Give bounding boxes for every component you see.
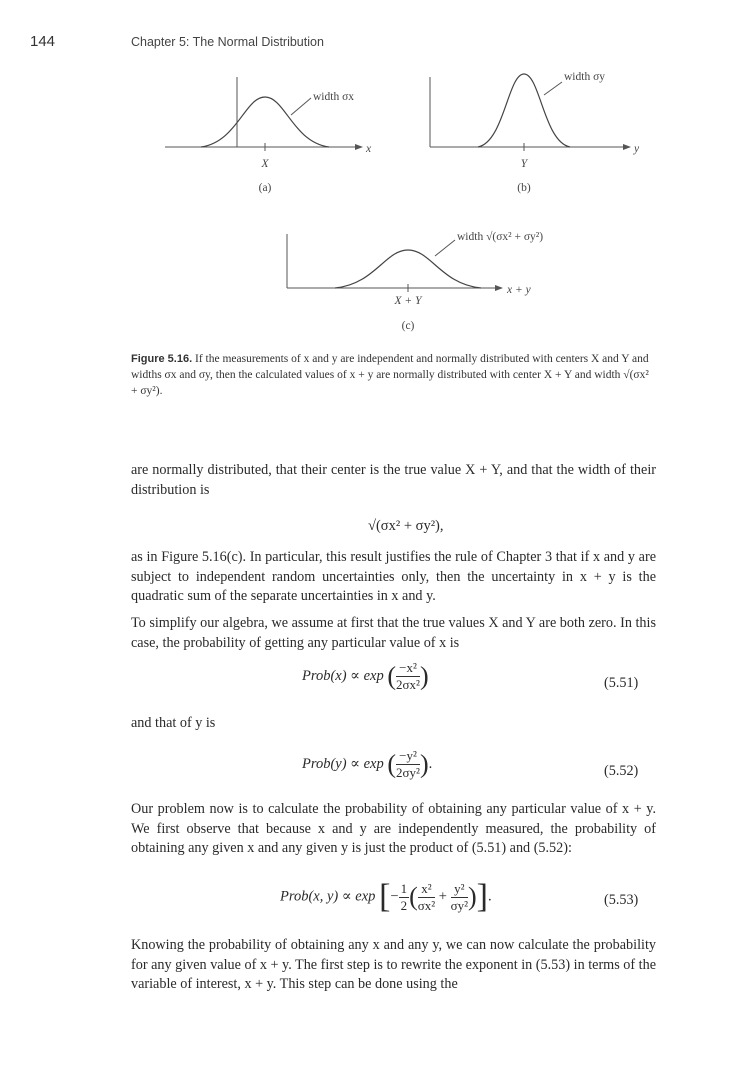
panel-c-axis-label: x + y <box>507 284 531 296</box>
panel-c-panel-label: (c) <box>401 320 415 332</box>
eq553-numerator-2: y² <box>451 881 468 898</box>
eq553-fraction-1 <box>418 881 435 914</box>
eq553-half-numerator: 1 <box>400 880 408 896</box>
equation-5-53 <box>280 878 492 916</box>
panel-a-center-label: X <box>261 158 269 170</box>
panel-b-width-label: width σy <box>564 71 606 83</box>
equation-number-5-53: (5.53) <box>604 892 639 908</box>
panel-c-leader-line <box>435 240 455 256</box>
paragraph-2: as in Figure 5.16(c). In particular, this result justifies the rule of Chapter 3 that if x and y are subject to independent random uncertainties only, then the uncertainty in x + y is the quadratic sum of the separate uncertainties in x and y. <box>131 549 656 605</box>
panel-b-center-label: Y <box>520 158 528 170</box>
eq553-half-denominator: 2 <box>400 897 408 913</box>
panel-a-leader-line <box>291 98 311 115</box>
eq553-plus: + <box>438 888 447 905</box>
paragraph-1: are normally distributed, that their center is the true value X + Y, and that the width of their distribution is <box>131 462 656 498</box>
eq552-paren-open: ( <box>387 749 397 779</box>
eq552-tail: . <box>428 755 433 772</box>
page-number: 144 <box>30 33 56 50</box>
equation-5-52 <box>302 748 432 781</box>
caption-text: If the measurements of x and y are independent and normally distributed with centers X and Y and widths σx and σy, then the calculated values of x + y are normally distributed with center X + Y and width √(σx² + σy²). <box>131 353 649 397</box>
eq552-paren-close: ) <box>419 749 429 779</box>
figure-panel-b <box>428 72 648 197</box>
figure-panel-a <box>165 72 375 197</box>
eq553-denominator-1: σx² <box>417 897 436 913</box>
eq552-fraction <box>396 748 420 781</box>
panel-c-width-label: width √(σx² + σy²) <box>457 231 544 243</box>
eq553-bracket-close: ] <box>476 878 488 915</box>
eq551-denominator: 2σx² <box>396 677 420 692</box>
chapter-title: Chapter 5: The Normal Distribution <box>131 35 324 49</box>
eq553-half <box>399 881 410 914</box>
panel-a-arrow-icon <box>355 144 363 150</box>
eq553-numerator-1: x² <box>418 881 435 898</box>
panel-a-panel-label: (a) <box>258 182 272 194</box>
eq552-denominator: 2σy² <box>396 765 420 780</box>
paragraph-5: Our problem now is to calculate the probability of obtaining any particular value of x + y. We first observe that because x and y are independently measured, the probability of obtaining any given x and any given y is just the product of (5.51) and (5.52): <box>131 801 656 857</box>
caption-label: Figure 5.16. <box>131 353 193 365</box>
eq551-fraction <box>396 660 420 693</box>
panel-c-curve <box>335 250 481 288</box>
eq553-paren-close: ) <box>468 882 477 911</box>
eq553-bracket-open: [ <box>379 878 391 915</box>
panel-b-leader-line <box>544 82 562 95</box>
panel-a-curve <box>201 97 329 147</box>
panel-b-curve <box>478 74 570 147</box>
figure-caption <box>131 351 651 399</box>
panel-a-width-label: width σx <box>313 91 355 103</box>
eq553-minus: − <box>390 888 399 905</box>
eq551-paren-close: ) <box>419 661 429 691</box>
panel-b-axis-label: y <box>634 143 640 155</box>
figure-panel-c <box>285 222 575 337</box>
equation-5-51 <box>302 660 429 693</box>
equation-width: √(σx² + σy²), <box>368 518 444 534</box>
panel-c-center-label: X + Y <box>394 295 422 307</box>
eq553-paren-open: ( <box>409 882 418 911</box>
eq551-numerator: −x² <box>396 660 420 677</box>
equation-number-5-51: (5.51) <box>604 675 639 691</box>
paragraph-3: To simplify our algebra, we assume at first that the true values X and Y are both zero. In this case, the probability of getting any particular value of x is <box>131 615 656 651</box>
eq553-lhs: Prob(x, y) ∝ exp <box>280 888 376 905</box>
paragraph-6: Knowing the probability of obtaining any x and any y, we can now calculate the probability for any given value of x + y. The first step is to rewrite the exponent in (5.53) in terms of the variable of interest, x + y. This step can be done using the <box>131 937 656 993</box>
eq551-paren-open: ( <box>387 661 397 691</box>
eq552-numerator: −y² <box>396 748 420 765</box>
panel-a-axis-label: x <box>366 143 372 155</box>
eq553-denominator-2: σy² <box>450 897 468 913</box>
equation-number-5-52: (5.52) <box>604 763 639 779</box>
eq551-lhs: Prob(x) ∝ exp <box>302 667 384 684</box>
eq553-fraction-2 <box>451 881 468 914</box>
eq552-lhs: Prob(y) ∝ exp <box>302 755 384 772</box>
panel-b-arrow-icon <box>623 144 631 150</box>
eq553-tail: . <box>488 888 492 905</box>
panel-c-arrow-icon <box>495 285 503 291</box>
paragraph-4: and that of y is <box>131 715 216 731</box>
panel-b-panel-label: (b) <box>517 182 531 194</box>
